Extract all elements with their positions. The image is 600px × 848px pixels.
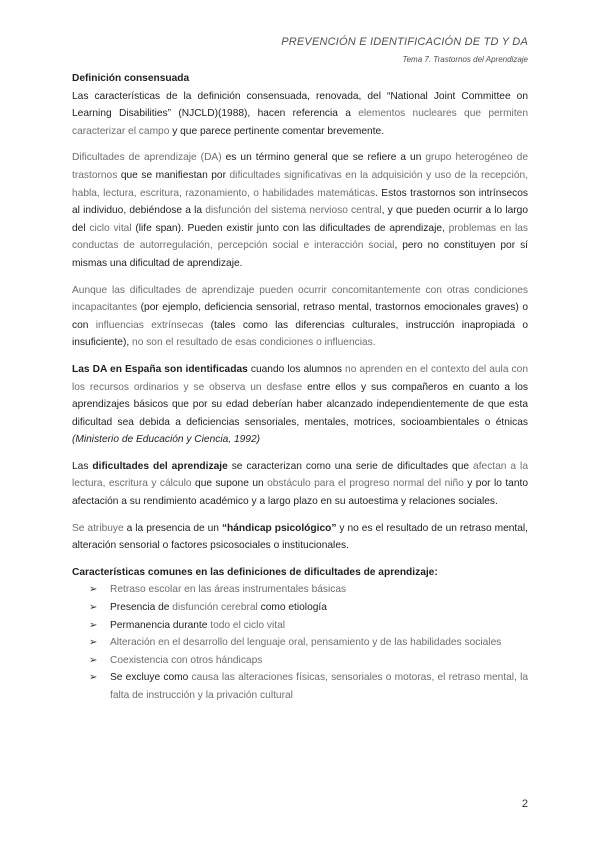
paragraph-caracterizacion-text-run: afectan a la lectura, escritura y cálculo bbox=[72, 460, 528, 490]
paragraph-definicion-text-run: Las características de la definición consensuada, renovada, del “National Joint Committee on Learning Disabilities” (NJCLD)(1988), hacen referencia a bbox=[72, 90, 528, 120]
paragraph-condiciones-incapacitantes-text-run: Aunque las dificultades de aprendizaje bbox=[72, 284, 260, 296]
section-heading-caracteristicas: Características comunes en las definiciones de dificultades de aprendizaje: bbox=[72, 566, 438, 578]
arrow-bullet-icon: ➢ bbox=[89, 619, 98, 631]
paragraph-dificultades-aprendizaje-text-run: disfunción del sistema nervioso central bbox=[205, 205, 382, 217]
list-item-text-run: Permanencia durante bbox=[110, 619, 211, 631]
paragraph-handicap-text-run: y no es el resultado de un retraso mental, alteración sensorial o factores psicosociales o institucionales. bbox=[72, 522, 528, 552]
list-item-text-run: disfunción cerebral bbox=[172, 602, 258, 614]
list-item-text-run: Retraso escolar en las áreas instrumentales básicas bbox=[110, 584, 347, 596]
list-item-text-run: Alteración en el desarrollo del lenguaje oral, pensamiento y de las habilidades sociales bbox=[110, 637, 502, 649]
paragraph-da-espana-text-run: no aprenden en el contexto del aula con los recursos ordinarios y se observa un desfase bbox=[72, 363, 528, 393]
paragraph-caracterizacion-text-run: y por lo tanto afectación a su rendimiento académico y a largo plazo en su autoestima y relaciones sociales. bbox=[72, 478, 528, 508]
paragraph-dificultades-aprendizaje-text-run: dificultades significativas en la adquisición y uso de la recepción, habla, lectura, escritura, razonamiento, o habilidades matemáticas bbox=[72, 169, 528, 199]
list-item-text-run: causa las alteraciones físicas, sensoriales o motoras, el retraso mental, la falta de instrucción y la privación cultural bbox=[110, 672, 528, 701]
arrow-bullet-icon: ➢ bbox=[89, 654, 98, 666]
characteristics-list bbox=[72, 581, 528, 704]
paragraph-caracterizacion bbox=[72, 458, 528, 511]
list-item-text-run: como etiología bbox=[257, 602, 327, 614]
paragraph-caracterizacion-text-run: que supone un bbox=[191, 478, 268, 490]
paragraph-dificultades-aprendizaje-text-run: (life span). Pueden existir junto con las dificultades de aprendizaje, bbox=[131, 222, 449, 234]
list-item-text-run: todo el ciclo vital bbox=[210, 619, 285, 631]
paragraph-dificultades-aprendizaje-text-run: ciclo vital bbox=[89, 222, 132, 234]
arrow-bullet-icon: ➢ bbox=[89, 637, 98, 649]
list-item bbox=[72, 581, 528, 599]
list-item-text-run: Se excluye como bbox=[110, 672, 192, 684]
page-content bbox=[72, 70, 528, 705]
header-title: PREVENCIÓN E IDENTIFICACIÓN DE TD Y DA bbox=[281, 36, 528, 48]
arrow-bullet-icon: ➢ bbox=[89, 584, 98, 596]
paragraph-da-espana bbox=[72, 361, 528, 449]
paragraph-caracterizacion-text-run: Las bbox=[72, 460, 93, 472]
paragraph-dificultades-aprendizaje-text-run: . Estos trastornos son intrínsecos al individuo, debiéndose a la bbox=[72, 187, 528, 217]
list-item-text-run: Coexistencia con otros hándicaps bbox=[110, 654, 263, 666]
paragraph-da-espana-text-run: entre ellos y sus compañeros en cuanto a los aprendizajes básicos que por su edad deberían haber alcanzado independientemente de que esta dificultad sea debida a deficiencias sensoriales, mentales, motrices, socioambientales o étnicas bbox=[72, 381, 529, 428]
paragraph-dificultades-aprendizaje-text-run: , pero no constituyen por sí mismas una dificultad de aprendizaje. bbox=[72, 240, 528, 269]
paragraph-condiciones-incapacitantes-text-run: (tales como las diferencias culturales, instrucción inapropiada o insuficiente), bbox=[72, 319, 528, 349]
paragraph-da-espana-text-run: cuando los alumnos bbox=[247, 363, 346, 375]
paragraph-dificultades-aprendizaje-text-run: es un término general que se refiere a un bbox=[221, 152, 426, 164]
list-item bbox=[72, 652, 528, 670]
arrow-bullet-icon: ➢ bbox=[89, 672, 98, 684]
paragraph-condiciones-incapacitantes-text-run: no son el resultado de esas condiciones o influencias. bbox=[132, 337, 376, 349]
paragraph-caracterizacion-text-run: se caracterizan como una serie de dificultades que bbox=[227, 460, 474, 472]
list-item bbox=[72, 634, 528, 652]
page-number: 2 bbox=[521, 798, 528, 810]
list-item bbox=[72, 617, 528, 635]
paragraph-definicion-text-run: elementos nucleares que permiten caracterizar el campo bbox=[72, 108, 528, 137]
paragraph-dificultades-aprendizaje bbox=[72, 149, 528, 272]
paragraph-dificultades-aprendizaje-text-run: que se manifiestan por bbox=[117, 169, 230, 181]
paragraph-da-espana-text-run: (Ministerio de Educación y Ciencia, 1992) bbox=[72, 434, 260, 446]
arrow-bullet-icon: ➢ bbox=[89, 602, 98, 614]
paragraph-definicion bbox=[72, 88, 528, 141]
paragraph-handicap-text-run: Se atribuye bbox=[72, 522, 124, 534]
paragraph-handicap-text-run: a la presencia de un bbox=[123, 522, 222, 534]
paragraph-condiciones-incapacitantes-text-run: influencias extrínsecas bbox=[95, 319, 204, 331]
list-item-text-run: Presencia de bbox=[110, 602, 173, 614]
list-item bbox=[72, 669, 528, 704]
paragraph-definicion-text-run: y que parece pertinente comentar brevemente. bbox=[169, 125, 385, 137]
paragraph-caracterizacion-text-run: dificultades del aprendizaje bbox=[92, 460, 228, 472]
paragraph-condiciones-incapacitantes-text-run: pueden ocurrir concomitantemente con otras condiciones incapacitantes bbox=[72, 284, 528, 314]
paragraph-handicap-text-run: “hándicap psicológico” bbox=[221, 522, 337, 534]
paragraph-caracterizacion-text-run: obstáculo para el progreso normal del niño bbox=[267, 478, 464, 490]
paragraph-dificultades-aprendizaje-text-run: Dificultades de aprendizaje (DA) bbox=[72, 152, 222, 164]
paragraph-condiciones-incapacitantes-text-run: (por ejemplo, deficiencia sensorial, retraso mental, trastornos emocionales graves) o con bbox=[72, 302, 528, 331]
list-item bbox=[72, 599, 528, 617]
paragraph-condiciones-incapacitantes bbox=[72, 282, 528, 352]
paragraph-dificultades-aprendizaje-text-run: grupo heterogéneo de trastornos bbox=[72, 152, 529, 181]
header-subtitle: Tema 7. Trastornos del Aprendizaje bbox=[402, 55, 528, 64]
paragraph-dificultades-aprendizaje-text-run: problemas en las conductas de autorregulación, percepción social e interacción social bbox=[72, 222, 528, 252]
section-heading-definicion: Definición consensuada bbox=[72, 73, 190, 84]
paragraph-da-espana-text-run: Las DA en España son identificadas bbox=[72, 363, 248, 375]
paragraph-handicap bbox=[72, 520, 528, 555]
paragraph-dificultades-aprendizaje-text-run: , y que pueden ocurrir a lo largo del bbox=[72, 205, 529, 234]
